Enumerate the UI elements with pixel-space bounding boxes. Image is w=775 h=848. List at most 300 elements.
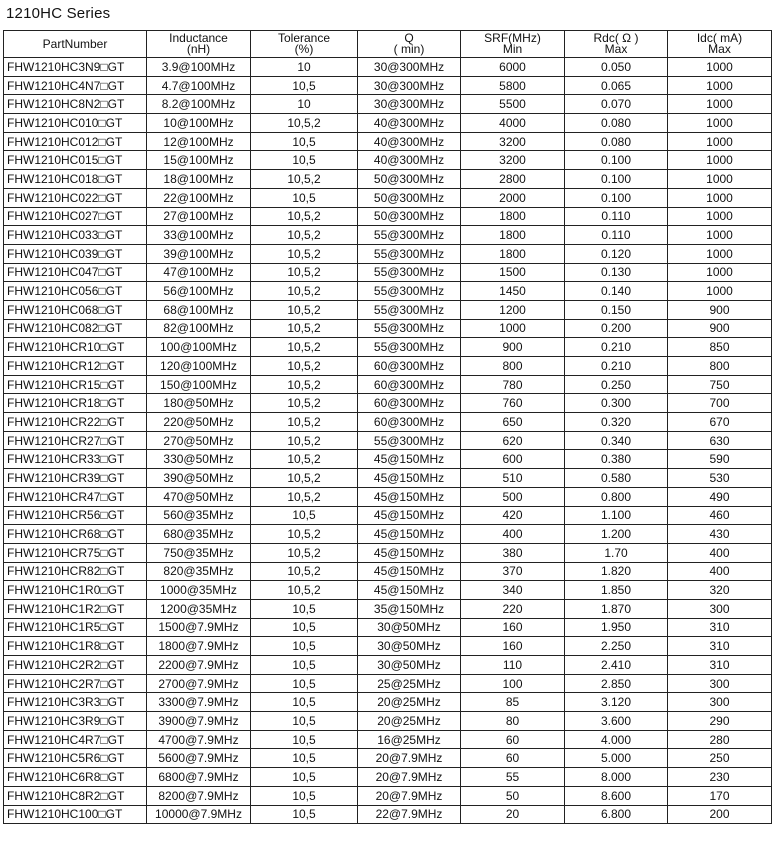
cell-q-min: 45@150MHz <box>358 487 461 506</box>
cell-q-min: 20@7.9MHz <box>358 786 461 805</box>
cell-inductance: 100@100MHz <box>147 338 251 357</box>
cell-inductance: 4700@7.9MHz <box>147 730 251 749</box>
table-row <box>4 188 772 207</box>
cell-inductance: 2700@7.9MHz <box>147 674 251 693</box>
cell-tolerance: 10,5,2 <box>251 170 358 189</box>
cell-part-number: FHW1210HC4N7□GT <box>4 76 147 95</box>
cell-tolerance: 10,5,2 <box>251 450 358 469</box>
table-row <box>4 749 772 768</box>
column-header-line: ( min) <box>393 42 425 56</box>
cell-idc: 310 <box>668 656 772 675</box>
cell-idc: 490 <box>668 487 772 506</box>
page-title: 1210HC Series <box>6 5 111 22</box>
cell-idc: 400 <box>668 543 772 562</box>
header-row <box>4 31 772 58</box>
table-row <box>4 637 772 656</box>
cell-idc: 290 <box>668 712 772 731</box>
cell-idc: 300 <box>668 599 772 618</box>
cell-part-number: FHW1210HC033□GT <box>4 226 147 245</box>
cell-tolerance: 10,5,2 <box>251 319 358 338</box>
cell-part-number: FHW1210HCR47□GT <box>4 487 147 506</box>
cell-rdc: 2.250 <box>565 637 668 656</box>
cell-tolerance: 10,5 <box>251 693 358 712</box>
cell-idc: 1000 <box>668 95 772 114</box>
cell-srf: 3200 <box>461 132 565 151</box>
cell-idc: 1000 <box>668 282 772 301</box>
cell-q-min: 30@300MHz <box>358 58 461 77</box>
cell-part-number: FHW1210HC4R7□GT <box>4 730 147 749</box>
cell-idc: 1000 <box>668 58 772 77</box>
cell-part-number: FHW1210HC6R8□GT <box>4 768 147 787</box>
cell-srf: 760 <box>461 394 565 413</box>
column-header-part-number <box>4 31 147 58</box>
cell-inductance: 15@100MHz <box>147 151 251 170</box>
cell-idc: 300 <box>668 693 772 712</box>
cell-inductance: 39@100MHz <box>147 244 251 263</box>
table-row <box>4 114 772 133</box>
cell-tolerance: 10,5,2 <box>251 282 358 301</box>
cell-q-min: 30@300MHz <box>358 76 461 95</box>
cell-idc: 310 <box>668 618 772 637</box>
table-row <box>4 656 772 675</box>
cell-tolerance: 10,5 <box>251 132 358 151</box>
cell-srf: 600 <box>461 450 565 469</box>
cell-part-number: FHW1210HC022□GT <box>4 188 147 207</box>
cell-srf: 5500 <box>461 95 565 114</box>
cell-tolerance: 10,5 <box>251 637 358 656</box>
column-header-line: PartNumber <box>42 36 108 51</box>
table-row <box>4 805 772 824</box>
cell-srf: 380 <box>461 543 565 562</box>
cell-rdc: 8.000 <box>565 768 668 787</box>
cell-part-number: FHW1210HC027□GT <box>4 207 147 226</box>
cell-q-min: 60@300MHz <box>358 413 461 432</box>
cell-part-number: FHW1210HC1R0□GT <box>4 581 147 600</box>
table-row <box>4 170 772 189</box>
cell-rdc: 0.050 <box>565 58 668 77</box>
cell-tolerance: 10,5,2 <box>251 263 358 282</box>
cell-srf: 3200 <box>461 151 565 170</box>
cell-inductance: 18@100MHz <box>147 170 251 189</box>
cell-rdc: 0.100 <box>565 151 668 170</box>
cell-idc: 700 <box>668 394 772 413</box>
cell-rdc: 0.080 <box>565 132 668 151</box>
column-header-line: (nH) <box>186 42 211 56</box>
cell-q-min: 30@50MHz <box>358 618 461 637</box>
cell-srf: 500 <box>461 487 565 506</box>
cell-q-min: 45@150MHz <box>358 543 461 562</box>
cell-tolerance: 10,5,2 <box>251 338 358 357</box>
table-row <box>4 338 772 357</box>
cell-q-min: 55@300MHz <box>358 319 461 338</box>
cell-q-min: 20@7.9MHz <box>358 749 461 768</box>
table-row <box>4 151 772 170</box>
cell-idc: 400 <box>668 562 772 581</box>
cell-tolerance: 10,5,2 <box>251 244 358 263</box>
table-row <box>4 712 772 731</box>
cell-part-number: FHW1210HC1R8□GT <box>4 637 147 656</box>
cell-rdc: 2.850 <box>565 674 668 693</box>
cell-tolerance: 10,5 <box>251 506 358 525</box>
cell-inductance: 3900@7.9MHz <box>147 712 251 731</box>
cell-inductance: 150@100MHz <box>147 375 251 394</box>
cell-inductance: 8.2@100MHz <box>147 95 251 114</box>
column-header-line: Inductance <box>169 31 228 45</box>
cell-q-min: 20@25MHz <box>358 712 461 731</box>
cell-srf: 900 <box>461 338 565 357</box>
cell-srf: 4000 <box>461 114 565 133</box>
table-row <box>4 244 772 263</box>
cell-part-number: FHW1210HCR10□GT <box>4 338 147 357</box>
cell-part-number: FHW1210HC3N9□GT <box>4 58 147 77</box>
cell-part-number: FHW1210HC5R6□GT <box>4 749 147 768</box>
cell-idc: 170 <box>668 786 772 805</box>
table-row <box>4 581 772 600</box>
cell-inductance: 27@100MHz <box>147 207 251 226</box>
cell-inductance: 470@50MHz <box>147 487 251 506</box>
cell-tolerance: 10,5 <box>251 674 358 693</box>
cell-tolerance: 10,5 <box>251 151 358 170</box>
cell-srf: 1500 <box>461 263 565 282</box>
cell-rdc: 4.000 <box>565 730 668 749</box>
cell-inductance: 330@50MHz <box>147 450 251 469</box>
cell-q-min: 45@150MHz <box>358 506 461 525</box>
table-row <box>4 413 772 432</box>
cell-part-number: FHW1210HCR68□GT <box>4 525 147 544</box>
cell-inductance: 47@100MHz <box>147 263 251 282</box>
cell-rdc: 2.410 <box>565 656 668 675</box>
cell-srf: 400 <box>461 525 565 544</box>
cell-inductance: 1200@35MHz <box>147 599 251 618</box>
cell-q-min: 30@50MHz <box>358 656 461 675</box>
cell-idc: 630 <box>668 431 772 450</box>
cell-part-number: FHW1210HC2R7□GT <box>4 674 147 693</box>
cell-srf: 1800 <box>461 207 565 226</box>
cell-srf: 5800 <box>461 76 565 95</box>
column-header-line: (%) <box>294 42 314 56</box>
cell-inductance: 2200@7.9MHz <box>147 656 251 675</box>
cell-q-min: 60@300MHz <box>358 357 461 376</box>
cell-srf: 20 <box>461 805 565 824</box>
cell-rdc: 1.950 <box>565 618 668 637</box>
cell-part-number: FHW1210HCR75□GT <box>4 543 147 562</box>
cell-rdc: 3.600 <box>565 712 668 731</box>
cell-rdc: 8.600 <box>565 786 668 805</box>
cell-idc: 1000 <box>668 151 772 170</box>
table-row <box>4 95 772 114</box>
cell-rdc: 6.800 <box>565 805 668 824</box>
cell-inductance: 3300@7.9MHz <box>147 693 251 712</box>
cell-idc: 530 <box>668 469 772 488</box>
cell-srf: 160 <box>461 637 565 656</box>
table-row <box>4 76 772 95</box>
cell-rdc: 0.210 <box>565 338 668 357</box>
column-header-q-min <box>358 31 461 58</box>
cell-tolerance: 10,5 <box>251 768 358 787</box>
cell-rdc: 0.100 <box>565 188 668 207</box>
cell-part-number: FHW1210HC3R3□GT <box>4 693 147 712</box>
cell-q-min: 45@150MHz <box>358 525 461 544</box>
table-row <box>4 431 772 450</box>
cell-srf: 2000 <box>461 188 565 207</box>
table-row <box>4 730 772 749</box>
cell-part-number: FHW1210HC012□GT <box>4 132 147 151</box>
column-header-line: Idc( mA) <box>696 31 743 45</box>
cell-srf: 620 <box>461 431 565 450</box>
cell-rdc: 0.080 <box>565 114 668 133</box>
cell-tolerance: 10,5,2 <box>251 431 358 450</box>
cell-inductance: 8200@7.9MHz <box>147 786 251 805</box>
column-header-line: Tolerance <box>277 31 331 45</box>
cell-part-number: FHW1210HCR39□GT <box>4 469 147 488</box>
column-header-line: SRF(MHz) <box>484 31 541 45</box>
cell-q-min: 55@300MHz <box>358 263 461 282</box>
cell-inductance: 82@100MHz <box>147 319 251 338</box>
cell-tolerance: 10,5,2 <box>251 226 358 245</box>
cell-tolerance: 10,5 <box>251 618 358 637</box>
table-row <box>4 599 772 618</box>
cell-q-min: 40@300MHz <box>358 114 461 133</box>
table-row <box>4 469 772 488</box>
cell-q-min: 55@300MHz <box>358 431 461 450</box>
cell-part-number: FHW1210HC8N2□GT <box>4 95 147 114</box>
cell-srf: 1000 <box>461 319 565 338</box>
cell-part-number: FHW1210HC3R9□GT <box>4 712 147 731</box>
cell-srf: 50 <box>461 786 565 805</box>
cell-srf: 340 <box>461 581 565 600</box>
cell-q-min: 45@150MHz <box>358 469 461 488</box>
cell-q-min: 20@7.9MHz <box>358 768 461 787</box>
cell-inductance: 3.9@100MHz <box>147 58 251 77</box>
table-row <box>4 562 772 581</box>
cell-inductance: 22@100MHz <box>147 188 251 207</box>
cell-q-min: 40@300MHz <box>358 132 461 151</box>
cell-inductance: 1000@35MHz <box>147 581 251 600</box>
cell-part-number: FHW1210HC056□GT <box>4 282 147 301</box>
cell-rdc: 0.340 <box>565 431 668 450</box>
cell-idc: 750 <box>668 375 772 394</box>
cell-idc: 1000 <box>668 226 772 245</box>
table-row <box>4 674 772 693</box>
cell-idc: 1000 <box>668 207 772 226</box>
cell-rdc: 0.200 <box>565 319 668 338</box>
column-header-line: Max <box>604 42 628 56</box>
cell-q-min: 30@50MHz <box>358 637 461 656</box>
table-row <box>4 693 772 712</box>
cell-inductance: 560@35MHz <box>147 506 251 525</box>
cell-idc: 430 <box>668 525 772 544</box>
cell-srf: 80 <box>461 712 565 731</box>
cell-q-min: 55@300MHz <box>358 244 461 263</box>
cell-rdc: 0.140 <box>565 282 668 301</box>
cell-rdc: 0.300 <box>565 394 668 413</box>
cell-srf: 1450 <box>461 282 565 301</box>
cell-inductance: 120@100MHz <box>147 357 251 376</box>
cell-tolerance: 10,5,2 <box>251 114 358 133</box>
cell-srf: 100 <box>461 674 565 693</box>
cell-tolerance: 10,5 <box>251 188 358 207</box>
cell-rdc: 0.380 <box>565 450 668 469</box>
cell-inductance: 4.7@100MHz <box>147 76 251 95</box>
cell-q-min: 55@300MHz <box>358 282 461 301</box>
cell-part-number: FHW1210HC8R2□GT <box>4 786 147 805</box>
cell-q-min: 40@300MHz <box>358 151 461 170</box>
cell-part-number: FHW1210HCR22□GT <box>4 413 147 432</box>
cell-rdc: 0.150 <box>565 300 668 319</box>
cell-srf: 2800 <box>461 170 565 189</box>
cell-idc: 590 <box>668 450 772 469</box>
cell-tolerance: 10,5,2 <box>251 207 358 226</box>
cell-idc: 310 <box>668 637 772 656</box>
cell-idc: 280 <box>668 730 772 749</box>
cell-idc: 320 <box>668 581 772 600</box>
cell-q-min: 16@25MHz <box>358 730 461 749</box>
cell-rdc: 0.580 <box>565 469 668 488</box>
cell-inductance: 10@100MHz <box>147 114 251 133</box>
cell-q-min: 60@300MHz <box>358 375 461 394</box>
table-row <box>4 132 772 151</box>
cell-tolerance: 10,5 <box>251 749 358 768</box>
cell-part-number: FHW1210HC068□GT <box>4 300 147 319</box>
cell-idc: 230 <box>668 768 772 787</box>
cell-tolerance: 10,5,2 <box>251 394 358 413</box>
table-row <box>4 282 772 301</box>
cell-srf: 60 <box>461 730 565 749</box>
spec-table <box>3 30 772 824</box>
cell-inductance: 33@100MHz <box>147 226 251 245</box>
cell-rdc: 0.120 <box>565 244 668 263</box>
cell-q-min: 55@300MHz <box>358 338 461 357</box>
table-row <box>4 58 772 77</box>
table-row <box>4 207 772 226</box>
cell-idc: 850 <box>668 338 772 357</box>
cell-tolerance: 10,5 <box>251 656 358 675</box>
cell-idc: 300 <box>668 674 772 693</box>
cell-idc: 1000 <box>668 244 772 263</box>
cell-rdc: 1.70 <box>565 543 668 562</box>
table-row <box>4 506 772 525</box>
cell-rdc: 0.250 <box>565 375 668 394</box>
cell-tolerance: 10 <box>251 95 358 114</box>
cell-inductance: 56@100MHz <box>147 282 251 301</box>
cell-rdc: 0.070 <box>565 95 668 114</box>
cell-inductance: 1800@7.9MHz <box>147 637 251 656</box>
cell-part-number: FHW1210HCR33□GT <box>4 450 147 469</box>
cell-part-number: FHW1210HCR12□GT <box>4 357 147 376</box>
cell-inductance: 220@50MHz <box>147 413 251 432</box>
cell-q-min: 45@150MHz <box>358 450 461 469</box>
table-row <box>4 487 772 506</box>
cell-tolerance: 10,5 <box>251 805 358 824</box>
cell-idc: 670 <box>668 413 772 432</box>
cell-rdc: 0.110 <box>565 226 668 245</box>
cell-q-min: 55@300MHz <box>358 226 461 245</box>
cell-rdc: 5.000 <box>565 749 668 768</box>
cell-idc: 460 <box>668 506 772 525</box>
cell-rdc: 0.110 <box>565 207 668 226</box>
cell-tolerance: 10,5,2 <box>251 375 358 394</box>
cell-part-number: FHW1210HCR56□GT <box>4 506 147 525</box>
cell-srf: 780 <box>461 375 565 394</box>
cell-rdc: 1.820 <box>565 562 668 581</box>
cell-inductance: 180@50MHz <box>147 394 251 413</box>
cell-idc: 1000 <box>668 263 772 282</box>
cell-srf: 110 <box>461 656 565 675</box>
table-row <box>4 786 772 805</box>
table-row <box>4 394 772 413</box>
cell-part-number: FHW1210HC039□GT <box>4 244 147 263</box>
cell-srf: 420 <box>461 506 565 525</box>
cell-tolerance: 10,5,2 <box>251 487 358 506</box>
cell-rdc: 0.800 <box>565 487 668 506</box>
cell-idc: 900 <box>668 319 772 338</box>
cell-part-number: FHW1210HC010□GT <box>4 114 147 133</box>
cell-tolerance: 10,5,2 <box>251 525 358 544</box>
cell-srf: 85 <box>461 693 565 712</box>
column-header-line: Min <box>502 42 523 56</box>
table-row <box>4 263 772 282</box>
cell-q-min: 22@7.9MHz <box>358 805 461 824</box>
cell-part-number: FHW1210HC015□GT <box>4 151 147 170</box>
cell-part-number: FHW1210HC018□GT <box>4 170 147 189</box>
cell-part-number: FHW1210HC2R2□GT <box>4 656 147 675</box>
cell-q-min: 50@300MHz <box>358 170 461 189</box>
cell-tolerance: 10,5 <box>251 786 358 805</box>
cell-q-min: 50@300MHz <box>358 188 461 207</box>
cell-inductance: 6800@7.9MHz <box>147 768 251 787</box>
cell-q-min: 30@300MHz <box>358 95 461 114</box>
cell-idc: 1000 <box>668 132 772 151</box>
cell-srf: 1200 <box>461 300 565 319</box>
cell-rdc: 1.850 <box>565 581 668 600</box>
table-row <box>4 768 772 787</box>
column-header-line: Rdc( Ω ) <box>593 31 639 45</box>
cell-rdc: 1.100 <box>565 506 668 525</box>
column-header-rdc <box>565 31 668 58</box>
cell-idc: 250 <box>668 749 772 768</box>
cell-tolerance: 10 <box>251 58 358 77</box>
cell-part-number: FHW1210HC047□GT <box>4 263 147 282</box>
cell-rdc: 0.210 <box>565 357 668 376</box>
cell-inductance: 270@50MHz <box>147 431 251 450</box>
cell-tolerance: 10,5 <box>251 599 358 618</box>
cell-rdc: 1.870 <box>565 599 668 618</box>
cell-rdc: 0.320 <box>565 413 668 432</box>
cell-inductance: 10000@7.9MHz <box>147 805 251 824</box>
cell-inductance: 1500@7.9MHz <box>147 618 251 637</box>
cell-part-number: FHW1210HC082□GT <box>4 319 147 338</box>
cell-inductance: 12@100MHz <box>147 132 251 151</box>
cell-idc: 800 <box>668 357 772 376</box>
column-header-idc <box>668 31 772 58</box>
cell-part-number: FHW1210HCR15□GT <box>4 375 147 394</box>
column-header-srf <box>461 31 565 58</box>
cell-srf: 160 <box>461 618 565 637</box>
cell-inductance: 68@100MHz <box>147 300 251 319</box>
cell-q-min: 50@300MHz <box>358 207 461 226</box>
cell-q-min: 55@300MHz <box>358 300 461 319</box>
cell-tolerance: 10,5 <box>251 730 358 749</box>
cell-rdc: 0.100 <box>565 170 668 189</box>
cell-idc: 200 <box>668 805 772 824</box>
cell-tolerance: 10,5 <box>251 712 358 731</box>
cell-inductance: 680@35MHz <box>147 525 251 544</box>
cell-srf: 650 <box>461 413 565 432</box>
cell-idc: 1000 <box>668 170 772 189</box>
cell-inductance: 390@50MHz <box>147 469 251 488</box>
cell-inductance: 750@35MHz <box>147 543 251 562</box>
table-body <box>4 58 772 824</box>
